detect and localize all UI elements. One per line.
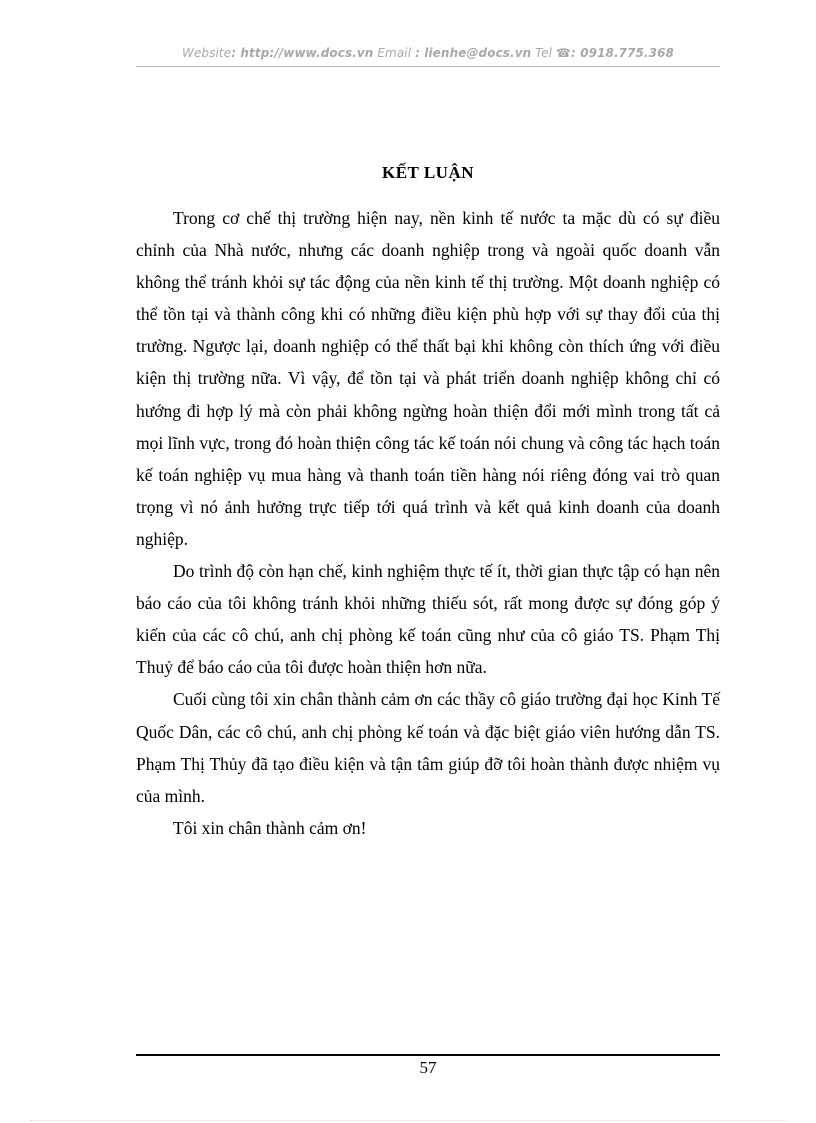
page-title: KẾT LUẬN <box>381 163 474 182</box>
footer-divider <box>136 1054 720 1056</box>
page-number: 57 <box>419 1058 437 1077</box>
header-tel-label: Tel <box>531 46 556 60</box>
header-email-link[interactable]: : lienhe@docs.vn <box>415 46 532 60</box>
header-divider <box>136 66 720 67</box>
header-website-label: Website <box>181 46 232 60</box>
paragraph-4: Tôi xin chân thành cảm ơn! <box>173 817 367 838</box>
header-website-link[interactable]: : http://www.docs.vn <box>231 46 374 60</box>
page-bottom-border <box>30 1120 786 1121</box>
header-tel-value: ☎: 0918.775.368 <box>555 46 675 60</box>
page-header <box>136 46 720 60</box>
paragraph-3: Cuối cùng tôi xin chân thành cảm ơn các thầy cô giáo trường đại học Kinh Tế Quốc Dân, các cô chú, anh chị phòng kế toán và đặc biệt giáo viên hướng dẫn TS. Phạm Thị Thủy đã tạo điều kiện và tận tâm giúp đỡ tôi hoàn thành được nhiệm vụ của mình. <box>136 689 720 806</box>
paragraph-1: Trong cơ chế thị trường hiện nay, nền kinh tế nước ta mặc dù có sự điều chỉnh của Nhà nước, nhưng các doanh nghiệp trong và ngoài quốc doanh vẫn không thể tránh khỏi sự tác động của nền kinh tế thị trường. Một doanh nghiệp có thể tồn tại và thành công khi có những điều kiện phù hợp với sự thay đổi của thị trường. Ngược lại, doanh nghiệp có thể thất bại khi không còn thích ứng với điều kiện thị trường nữa. Vì vậy, để tồn tại và phát triển doanh nghiệp không chỉ có hướng đi hợp lý mà còn phải không ngừng hoàn thiện đổi mới mình trong tất cả mọi lĩnh vực, trong đó hoàn thiện công tác kế toán nói chung và công tác hạch toán kế toán nghiệp vụ mua hàng và thanh toán tiền hàng nói riêng đóng vai trò quan trọng vì nó ảnh hưởng trực tiếp tới quá trình và kết quả kinh doanh của doanh nghiệp. <box>136 208 720 549</box>
header-email-label: Email <box>373 46 416 60</box>
paragraph-2: Do trình độ còn hạn chế, kinh nghiệm thực tế ít, thời gian thực tập có hạn nên báo cáo của tôi không tránh khỏi những thiếu sót, rất mong được sự đóng góp ý kiến của các cô chú, anh chị phòng kế toán cũng như của cô giáo TS. Phạm Thị Thuỷ để báo cáo của tôi được hoàn thiện hơn nữa. <box>136 561 720 678</box>
document-body <box>136 202 720 844</box>
